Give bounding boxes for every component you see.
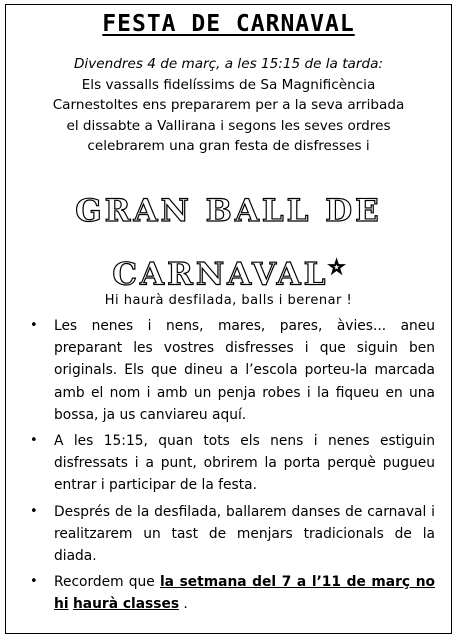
list-item-emphasis: haurà classes xyxy=(72,596,180,613)
intro-date-line: Divendres 4 de març, a les 15:15 de la tarda: xyxy=(73,56,384,72)
list-item xyxy=(28,571,435,615)
intro-line: Carnestoltes ens prepararem per a la seva arribada xyxy=(52,97,405,113)
intro-line: el dissabte a Vallirana i segons les seves ordres xyxy=(66,117,391,134)
list-item-text: Recordem que xyxy=(54,574,160,591)
list-item xyxy=(28,501,435,568)
bullet-icon: • xyxy=(30,433,38,449)
bullet-icon: • xyxy=(30,503,38,519)
title-text: FESTA DE CARNAVAL xyxy=(102,11,355,37)
intro-paragraph xyxy=(26,54,431,157)
list-item-text: . xyxy=(179,596,188,613)
list-item xyxy=(28,315,435,426)
big-title-carnaval: CARNAVAL xyxy=(112,256,329,293)
big-title-line-2 xyxy=(6,248,451,294)
star-icon: ☆ xyxy=(328,257,345,278)
big-title-line-1: GRAN BALL DE xyxy=(75,193,382,229)
bullet-icon: • xyxy=(30,318,38,333)
info-list xyxy=(28,315,435,620)
list-item-text: A les 15:15, quan tots els nens i nenes estiguin disfressats i a punt, obrirem la porta perquè pugueu entrar i participar de la festa. xyxy=(54,433,435,494)
list-item-text: Després de la desfilada, ballarem danses de carnaval i realitzarem un tast de menjars tradicionals de la diada. xyxy=(54,503,435,565)
intro-line: Els vassalls fidelíssims de Sa Magnificència xyxy=(81,76,376,93)
list-item xyxy=(28,430,435,497)
page-title xyxy=(6,11,451,37)
bullet-icon: • xyxy=(30,574,38,590)
flyer-page xyxy=(5,4,452,634)
list-item-emphasis: la setmana del 7 a l’11 de març no hi xyxy=(54,574,435,613)
list-item-text: Les nenes i nens, mares, pares, àvies... aneu preparant les vostres disfresses i que siguin ben originals. Els que dineu a l’escola porteu-la marcada amb el nom i amb un penja robes i la fiqueu en una bossa, ja us canviareu aquí. xyxy=(54,318,435,423)
intro-line: celebrarem una gran festa de disfresses i xyxy=(87,138,370,154)
subtitle: Hi haurà desfilada, balls i berenar ! xyxy=(104,293,353,308)
